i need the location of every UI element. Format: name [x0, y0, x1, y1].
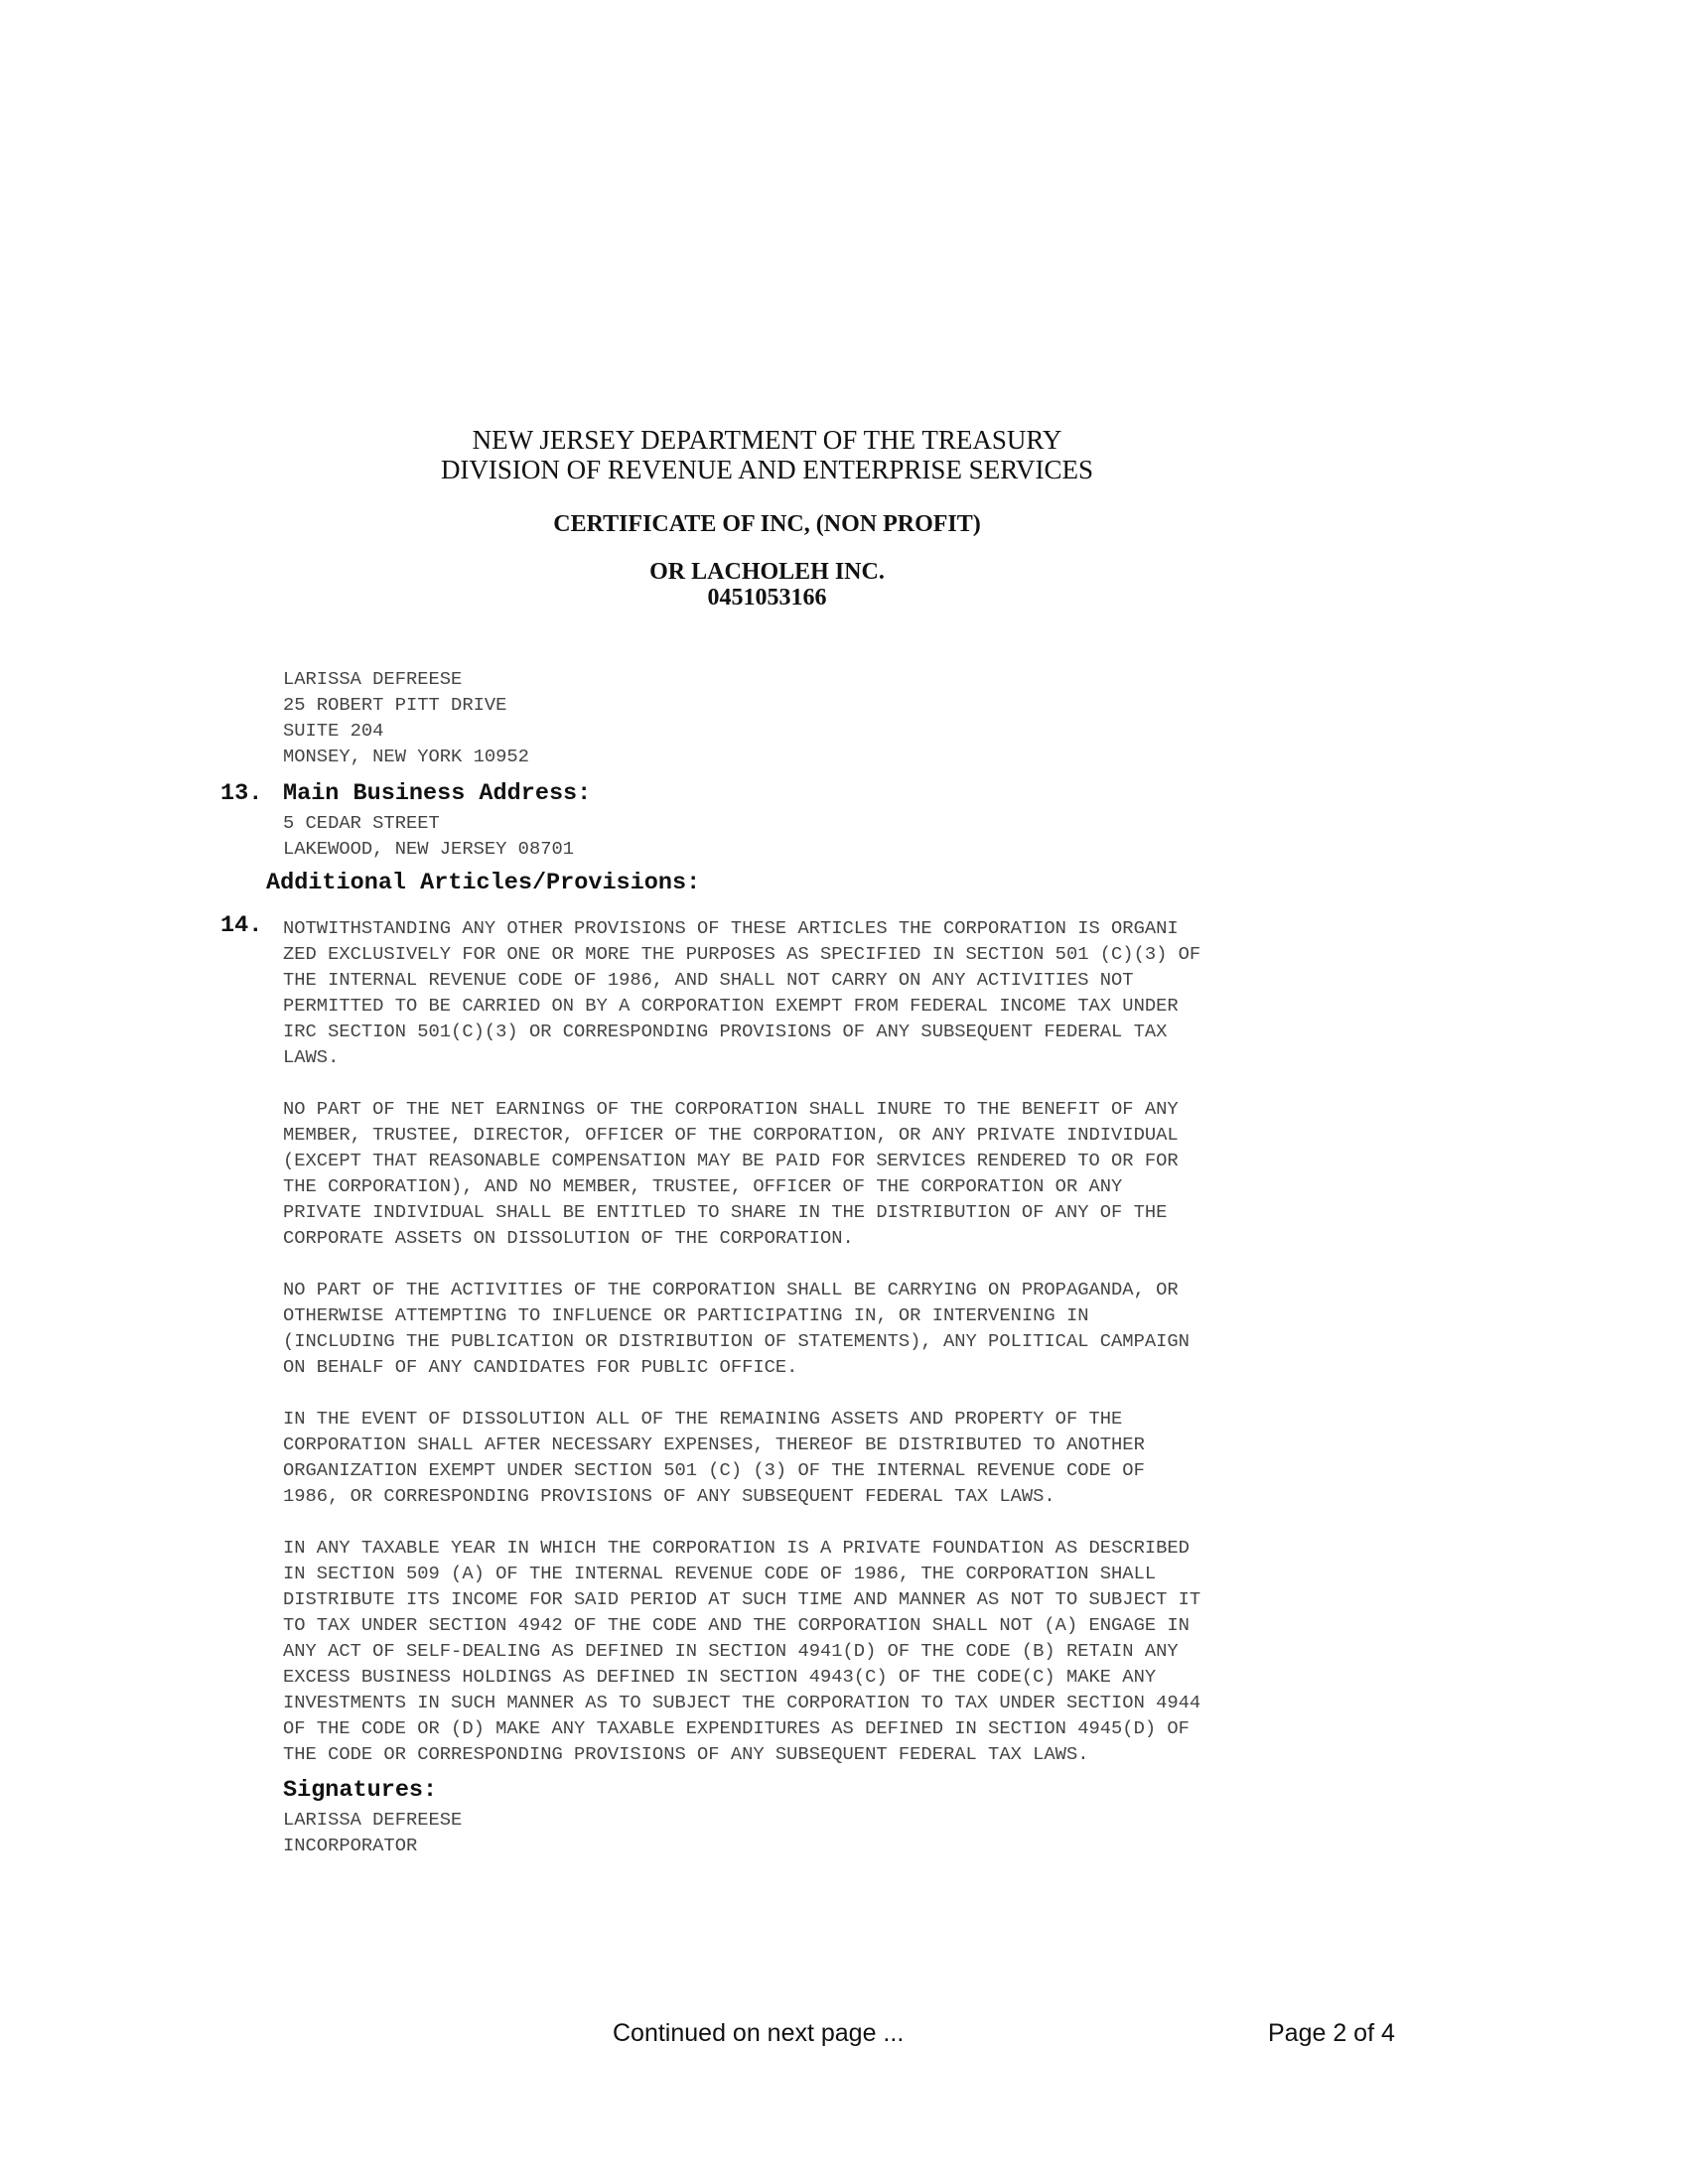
- provision-line: IN ANY TAXABLE YEAR IN WHICH THE CORPORATION IS A PRIVATE FOUNDATION AS DESCRIBED: [283, 1537, 1190, 1559]
- provision-line: NO PART OF THE ACTIVITIES OF THE CORPORATION SHALL BE CARRYING ON PROPAGANDA, OR: [283, 1279, 1179, 1300]
- signature-line: LARISSA DEFREESE: [283, 1809, 463, 1831]
- provision-line: CORPORATE ASSETS ON DISSOLUTION OF THE CORPORATION.: [283, 1227, 854, 1249]
- provision-line: THE CORPORATION), AND NO MEMBER, TRUSTEE, OFFICER OF THE CORPORATION OR ANY: [283, 1175, 1123, 1197]
- provision-line: EXCESS BUSINESS HOLDINGS AS DEFINED IN SECTION 4943(C) OF THE CODE(C) MAKE ANY: [283, 1666, 1157, 1688]
- provision-line: INVESTMENTS IN SUCH MANNER AS TO SUBJECT THE CORPORATION TO TAX UNDER SECTION 4944: [283, 1692, 1201, 1713]
- provision-line: ORGANIZATION EXEMPT UNDER SECTION 501 (C) (3) OF THE INTERNAL REVENUE CODE OF: [283, 1459, 1145, 1481]
- address-line: MONSEY, NEW YORK 10952: [283, 746, 529, 767]
- certificate-title: CERTIFICATE OF INC, (NON PROFIT): [553, 511, 981, 537]
- corporation-id: 0451053166: [707, 585, 827, 611]
- provision-line: TO TAX UNDER SECTION 4942 OF THE CODE AND THE CORPORATION SHALL NOT (A) ENGAGE IN: [283, 1614, 1190, 1636]
- corporation-name: OR LACHOLEH INC.: [649, 559, 885, 585]
- main-business-label: Main Business Address:: [283, 780, 592, 807]
- provision-line: ON BEHALF OF ANY CANDIDATES FOR PUBLIC OFFICE.: [283, 1356, 798, 1378]
- provision-line: OTHERWISE ATTEMPTING TO INFLUENCE OR PARTICIPATING IN, OR INTERVENING IN: [283, 1304, 1089, 1326]
- provision-line: MEMBER, TRUSTEE, DIRECTOR, OFFICER OF THE CORPORATION, OR ANY PRIVATE INDIVIDUAL: [283, 1124, 1179, 1146]
- provision-line: IRC SECTION 501(C)(3) OR CORRESPONDING PROVISIONS OF ANY SUBSEQUENT FEDERAL TAX: [283, 1021, 1168, 1042]
- main-business-address: [283, 810, 574, 862]
- continued-note: Continued on next page ...: [613, 2019, 905, 2047]
- agency-name-line1: NEW JERSEY DEPARTMENT OF THE TREASURY: [472, 425, 1062, 455]
- address-line: 25 ROBERT PITT DRIVE: [283, 694, 507, 716]
- provision-line: LAWS.: [283, 1046, 340, 1068]
- provisions-text: [283, 915, 1200, 1767]
- additional-provisions-label: Additional Articles/Provisions:: [266, 870, 701, 896]
- signatures-label: Signatures:: [283, 1777, 438, 1804]
- main-business-number: 13.: [220, 780, 263, 807]
- provision-line: THE INTERNAL REVENUE CODE OF 1986, AND SHALL NOT CARRY ON ANY ACTIVITIES NOT: [283, 969, 1134, 991]
- page-number: Page 2 of 4: [1268, 2019, 1395, 2047]
- provision-line: DISTRIBUTE ITS INCOME FOR SAID PERIOD AT SUCH TIME AND MANNER AS NOT TO SUBJECT IT: [283, 1588, 1201, 1610]
- provision-line: ANY ACT OF SELF-DEALING AS DEFINED IN SECTION 4941(D) OF THE CODE (B) RETAIN ANY: [283, 1640, 1179, 1662]
- provision-line: THE CODE OR CORRESPONDING PROVISIONS OF ANY SUBSEQUENT FEDERAL TAX LAWS.: [283, 1743, 1089, 1765]
- provision-line: IN SECTION 509 (A) OF THE INTERNAL REVENUE CODE OF 1986, THE CORPORATION SHALL: [283, 1563, 1157, 1584]
- additional-provisions-number: 14.: [220, 912, 263, 939]
- address-line: LARISSA DEFREESE: [283, 668, 463, 690]
- provision-line: OF THE CODE OR (D) MAKE ANY TAXABLE EXPENDITURES AS DEFINED IN SECTION 4945(D) OF: [283, 1717, 1190, 1739]
- provision-paragraph: [283, 1277, 1200, 1380]
- provision-line: PERMITTED TO BE CARRIED ON BY A CORPORATION EXEMPT FROM FEDERAL INCOME TAX UNDER: [283, 995, 1179, 1017]
- provision-line: 1986, OR CORRESPONDING PROVISIONS OF ANY SUBSEQUENT FEDERAL TAX LAWS.: [283, 1485, 1055, 1507]
- agent-address-block: [283, 666, 529, 769]
- provision-line: PRIVATE INDIVIDUAL SHALL BE ENTITLED TO SHARE IN THE DISTRIBUTION OF ANY OF THE: [283, 1201, 1168, 1223]
- provision-line: NOTWITHSTANDING ANY OTHER PROVISIONS OF THESE ARTICLES THE CORPORATION IS ORGANI: [283, 917, 1179, 939]
- provision-line: (EXCEPT THAT REASONABLE COMPENSATION MAY BE PAID FOR SERVICES RENDERED TO OR FOR: [283, 1150, 1179, 1171]
- provision-line: (INCLUDING THE PUBLICATION OR DISTRIBUTION OF STATEMENTS), ANY POLITICAL CAMPAIGN: [283, 1330, 1190, 1352]
- provision-paragraph: [283, 1535, 1200, 1767]
- address-line: SUITE 204: [283, 720, 384, 742]
- signature-line: INCORPORATOR: [283, 1835, 418, 1856]
- signature-block: [283, 1807, 462, 1858]
- address-line: 5 CEDAR STREET: [283, 812, 440, 834]
- provision-line: CORPORATION SHALL AFTER NECESSARY EXPENSES, THEREOF BE DISTRIBUTED TO ANOTHER: [283, 1433, 1145, 1455]
- provision-line: NO PART OF THE NET EARNINGS OF THE CORPORATION SHALL INURE TO THE BENEFIT OF ANY: [283, 1098, 1179, 1120]
- provision-paragraph: [283, 915, 1200, 1070]
- provision-line: ZED EXCLUSIVELY FOR ONE OR MORE THE PURPOSES AS SPECIFIED IN SECTION 501 (C)(3) OF: [283, 943, 1201, 965]
- agency-name-line2: DIVISION OF REVENUE AND ENTERPRISE SERVICES: [440, 455, 1094, 484]
- address-line: LAKEWOOD, NEW JERSEY 08701: [283, 838, 575, 860]
- provision-paragraph: [283, 1096, 1200, 1251]
- provision-paragraph: [283, 1406, 1200, 1509]
- provision-line: IN THE EVENT OF DISSOLUTION ALL OF THE REMAINING ASSETS AND PROPERTY OF THE: [283, 1408, 1123, 1430]
